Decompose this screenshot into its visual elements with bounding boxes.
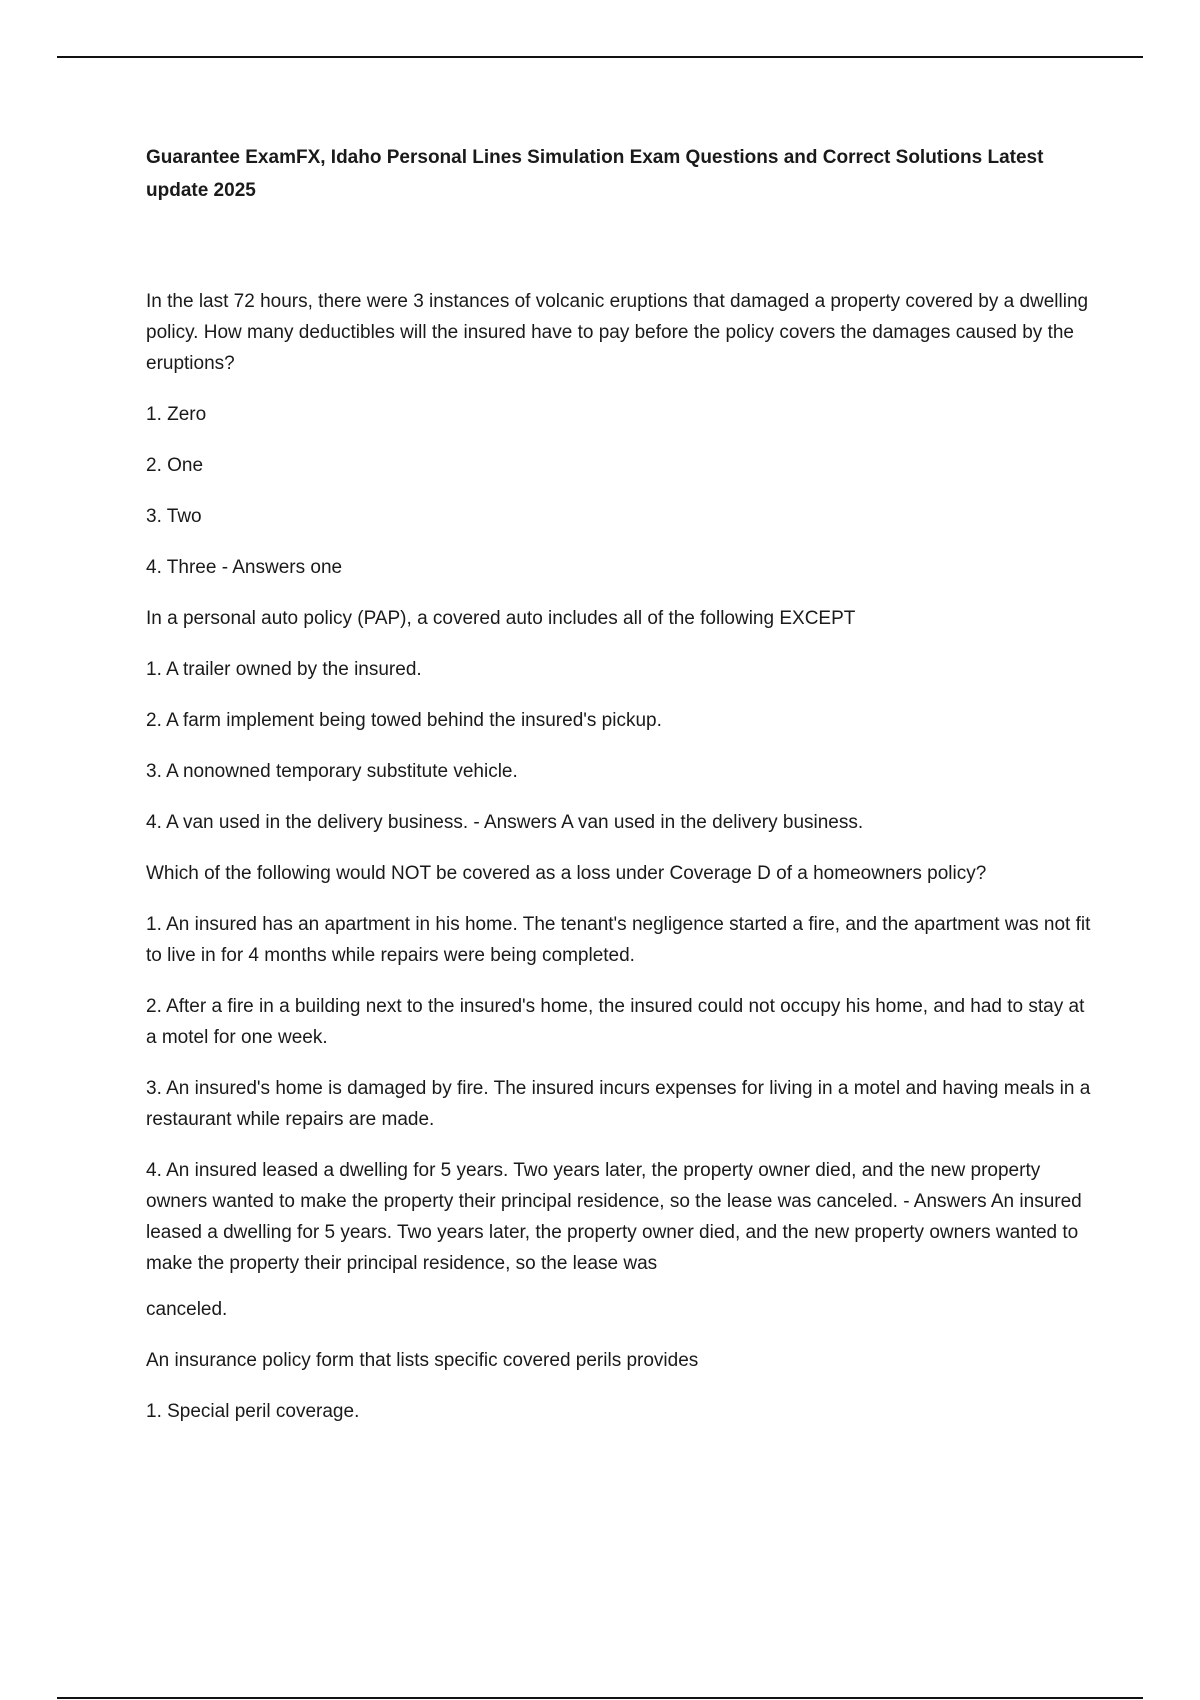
document-body: [146, 141, 1096, 1447]
answer-option: 1. Special peril coverage.: [146, 1401, 360, 1422]
answer-option: 1. An insured has an apartment in his home. The tenant's negligence started a fire, and the apartment was not fit to live in for 4 months while repairs were being completed.: [146, 914, 1091, 966]
answer-option: 1. Zero: [146, 404, 207, 425]
answer-option: 4. An insured leased a dwelling for 5 years. Two years later, the property owner died, and the new property owners wanted to make the property their principal residence, so the lease was canceled. - Answers An insured leased a dwelling for 5 years. Two years later, the property owner died, and the new property owners wanted to make the property their principal residence, so the lease was: [146, 1160, 1082, 1274]
question-prompt: In a personal auto policy (PAP), a covered auto includes all of the following EXCEPT: [146, 608, 856, 629]
question-prompt: An insurance policy form that lists specific covered perils provides: [146, 1350, 699, 1371]
answer-continuation: canceled.: [146, 1299, 228, 1320]
answer-option: 1. A trailer owned by the insured.: [146, 659, 422, 680]
question-prompt: Which of the following would NOT be covered as a loss under Coverage D of a homeowners policy?: [146, 863, 987, 884]
bottom-rule: [57, 1697, 1143, 1699]
answer-option: 4. Three - Answers one: [146, 557, 343, 578]
answer-option: 3. Two: [146, 506, 202, 527]
answer-option: 2. After a fire in a building next to the insured's home, the insured could not occupy his home, and had to stay at a motel for one week.: [146, 996, 1085, 1048]
answer-option: 2. A farm implement being towed behind the insured's pickup.: [146, 710, 662, 731]
answer-option: 2. One: [146, 455, 204, 476]
question-prompt: In the last 72 hours, there were 3 instances of volcanic eruptions that damaged a property covered by a dwelling policy. How many deductibles will the insured have to pay before the policy covers the damages caused by the eruptions?: [146, 291, 1089, 374]
document-title: Guarantee ExamFX, Idaho Personal Lines Simulation Exam Questions and Correct Solutions Latest update 2025: [146, 147, 1044, 201]
answer-option: 4. A van used in the delivery business. - Answers A van used in the delivery business.: [146, 812, 864, 833]
top-rule: [57, 56, 1143, 58]
answer-option: 3. An insured's home is damaged by fire. The insured incurs expenses for living in a motel and having meals in a restaurant while repairs are made.: [146, 1078, 1091, 1130]
answer-option: 3. A nonowned temporary substitute vehicle.: [146, 761, 518, 782]
